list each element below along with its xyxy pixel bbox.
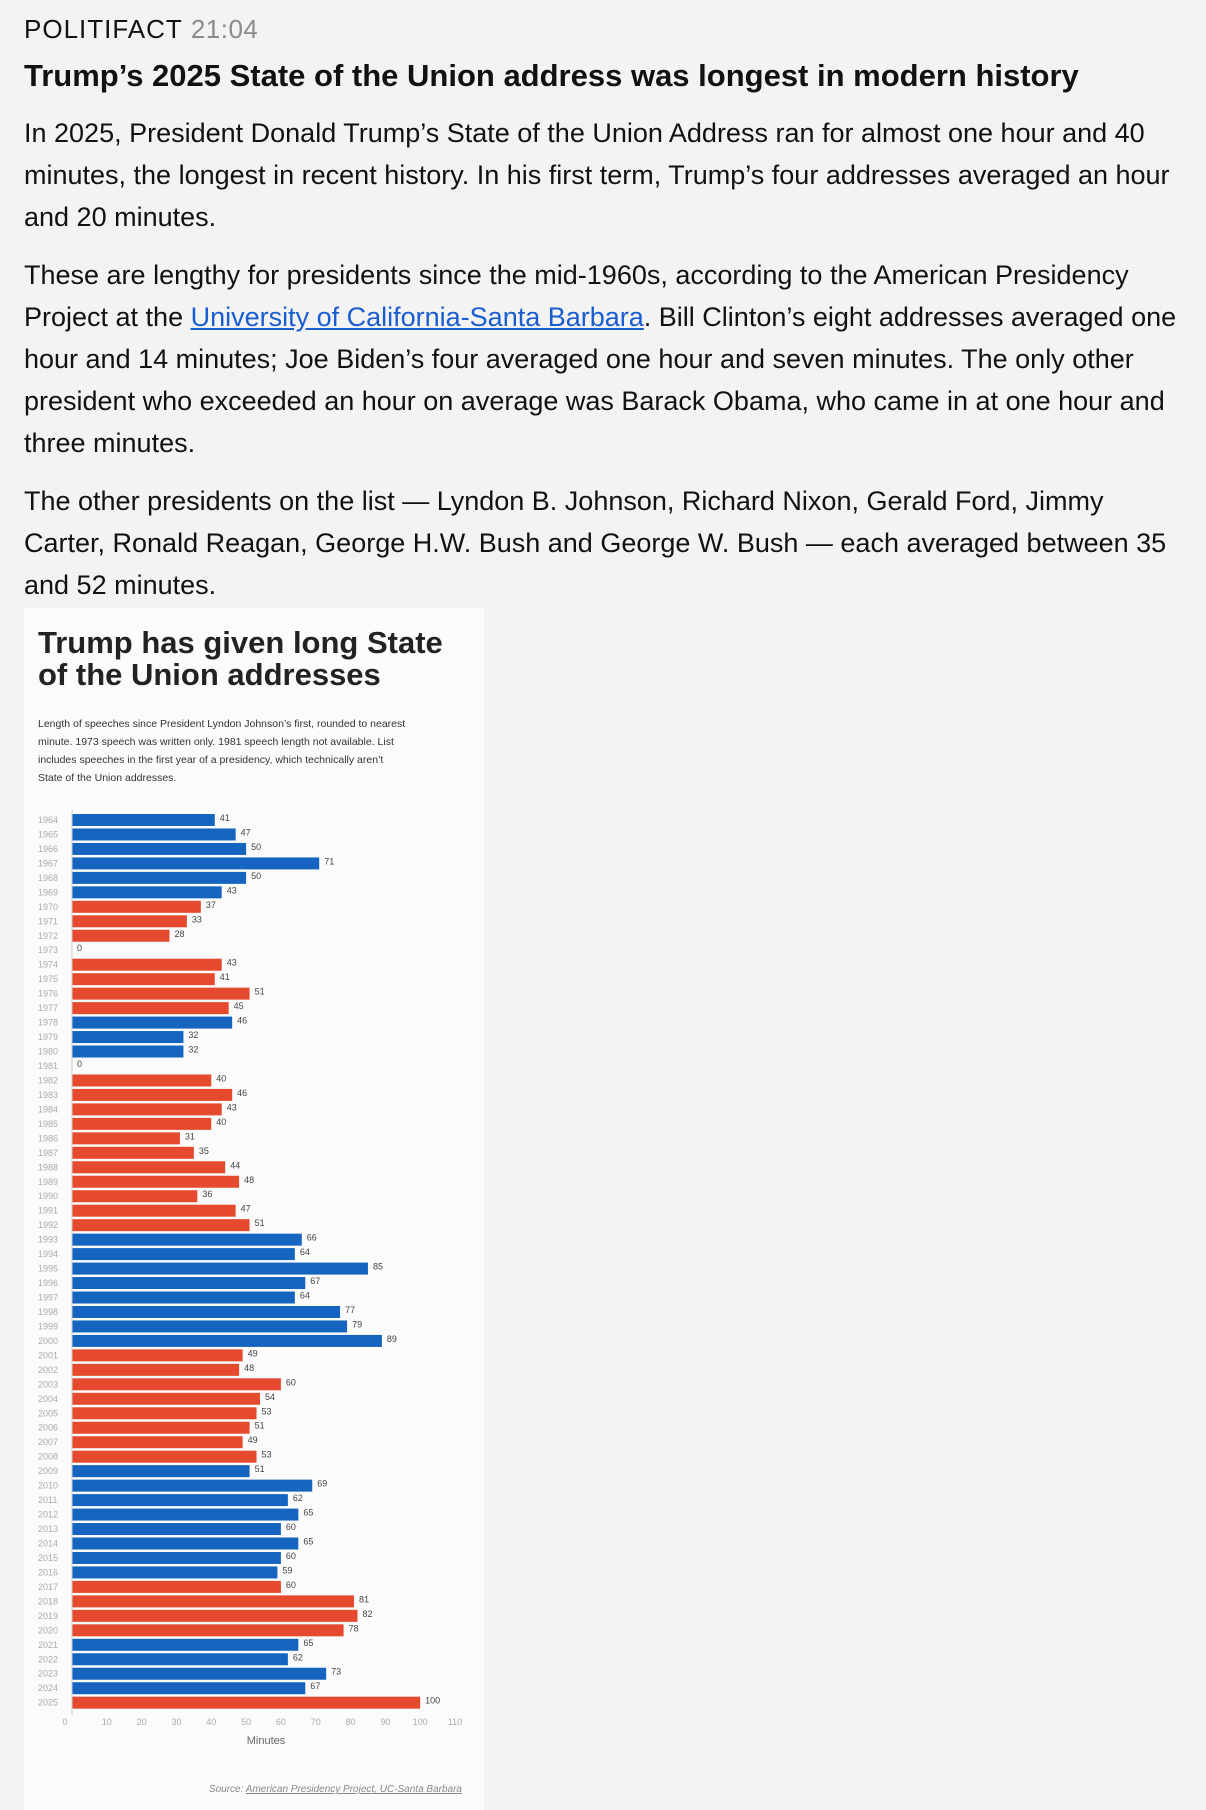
value-label-2008: 53 <box>261 1449 272 1460</box>
value-label-2018: 81 <box>359 1594 370 1605</box>
year-label-2002: 2002 <box>38 1364 59 1375</box>
publish-time: 21:04 <box>190 14 259 44</box>
x-tick-80: 80 <box>345 1717 356 1728</box>
year-label-2023: 2023 <box>38 1668 59 1679</box>
year-label-1977: 1977 <box>38 1003 59 1014</box>
value-label-1984: 43 <box>226 1102 237 1113</box>
bar-1965 <box>72 828 236 840</box>
year-label-2003: 2003 <box>38 1379 59 1390</box>
paragraph-3: The other presidents on the list — Lyndon B. Johnson, Richard Nixon, Gerald Ford, Jimmy Carter, Ronald Reagan, George H.W. Bush and George W. Bush — each averaged between 35 and 52 minutes. <box>24 485 1167 600</box>
year-label-1965: 1965 <box>38 829 59 840</box>
bar-2011 <box>72 1494 288 1506</box>
bar-2000 <box>72 1335 382 1347</box>
bar-1974 <box>72 959 222 971</box>
value-label-2025: 100 <box>425 1695 441 1706</box>
year-label-1999: 1999 <box>38 1321 59 1332</box>
value-label-1992: 51 <box>254 1218 265 1229</box>
paragraph-2-text-a: These are lengthy for presidents since the mid-1960s, according to the American Presidency Project at the <box>24 259 1129 332</box>
value-label-2000: 89 <box>386 1333 397 1344</box>
value-label-2019: 82 <box>362 1608 373 1619</box>
bar-1987 <box>72 1147 194 1159</box>
bar-1999 <box>72 1320 347 1332</box>
bar-1990 <box>72 1190 197 1202</box>
year-label-1985: 1985 <box>38 1118 59 1129</box>
year-label-1989: 1989 <box>38 1176 59 1187</box>
value-label-1987: 35 <box>198 1145 209 1156</box>
bar-2003 <box>72 1378 281 1390</box>
x-tick-100: 100 <box>412 1717 428 1728</box>
year-label-1969: 1969 <box>38 887 59 898</box>
value-label-1989: 48 <box>244 1174 255 1185</box>
value-label-1995: 85 <box>372 1261 383 1272</box>
value-label-2006: 51 <box>254 1420 265 1431</box>
bar-1986 <box>72 1132 180 1144</box>
value-label-1986: 31 <box>184 1131 195 1142</box>
value-label-1971: 33 <box>191 914 202 925</box>
article-title: Trump’s 2025 State of the Union address was longest in modern history <box>24 58 1079 93</box>
bar-1979 <box>72 1031 183 1043</box>
bar-2025 <box>72 1697 420 1709</box>
year-label-1966: 1966 <box>38 843 59 854</box>
x-tick-10: 10 <box>101 1717 112 1728</box>
value-label-2007: 49 <box>247 1435 258 1446</box>
year-label-1982: 1982 <box>38 1075 59 1086</box>
bar-2022 <box>72 1653 288 1665</box>
value-label-2022: 62 <box>292 1652 303 1663</box>
year-label-2006: 2006 <box>38 1422 59 1433</box>
year-label-1987: 1987 <box>38 1147 59 1158</box>
year-label-2017: 2017 <box>38 1581 59 1592</box>
value-label-1978: 46 <box>237 1015 248 1026</box>
bar-1991 <box>72 1205 236 1217</box>
value-label-2013: 60 <box>285 1522 296 1533</box>
value-label-2009: 51 <box>254 1464 265 1475</box>
year-label-1990: 1990 <box>38 1191 59 1202</box>
value-label-1998: 77 <box>345 1304 356 1315</box>
x-tick-40: 40 <box>206 1717 217 1728</box>
value-label-2016: 59 <box>282 1565 293 1576</box>
value-label-1968: 50 <box>251 870 262 881</box>
year-label-1984: 1984 <box>38 1104 59 1115</box>
value-label-1972: 28 <box>174 928 185 939</box>
bar-2004 <box>72 1393 260 1405</box>
value-label-1996: 67 <box>310 1276 321 1287</box>
year-label-1995: 1995 <box>38 1263 59 1274</box>
bar-1994 <box>72 1248 295 1260</box>
year-label-2020: 2020 <box>38 1625 59 1636</box>
year-label-1971: 1971 <box>38 916 59 927</box>
value-label-1991: 47 <box>240 1203 251 1214</box>
value-label-1966: 50 <box>251 841 262 852</box>
bar-1982 <box>72 1074 211 1086</box>
year-label-2022: 2022 <box>38 1654 59 1665</box>
year-label-2004: 2004 <box>38 1393 59 1404</box>
bar-2005 <box>72 1407 257 1419</box>
year-label-1998: 1998 <box>38 1306 59 1317</box>
bar-2018 <box>72 1595 354 1607</box>
x-tick-30: 30 <box>171 1717 182 1728</box>
bar-2020 <box>72 1624 344 1636</box>
x-tick-60: 60 <box>275 1717 286 1728</box>
value-label-2024: 67 <box>310 1681 321 1692</box>
x-tick-90: 90 <box>380 1717 391 1728</box>
x-tick-110: 110 <box>447 1717 463 1728</box>
x-tick-20: 20 <box>136 1717 147 1728</box>
chart-title-line-1: Trump has given long State <box>38 625 443 660</box>
value-label-1993: 66 <box>306 1232 317 1243</box>
bar-1977 <box>72 1002 229 1014</box>
chart-card <box>24 608 484 1810</box>
chart-source <box>209 1784 463 1795</box>
year-label-1992: 1992 <box>38 1220 59 1231</box>
x-tick-0: 0 <box>62 1717 68 1728</box>
value-label-2004: 54 <box>265 1391 276 1402</box>
value-label-2015: 60 <box>285 1550 296 1561</box>
source-prefix: Source: <box>208 1784 246 1795</box>
bar-2009 <box>72 1465 250 1477</box>
value-label-1982: 40 <box>216 1073 227 1084</box>
year-label-2014: 2014 <box>38 1538 59 1549</box>
year-label-1970: 1970 <box>38 901 59 912</box>
bar-1969 <box>72 886 222 898</box>
year-label-2024: 2024 <box>38 1683 59 1694</box>
bar-2014 <box>72 1538 298 1550</box>
bar-1998 <box>72 1306 340 1318</box>
bar-2024 <box>72 1682 305 1694</box>
value-label-1990: 36 <box>202 1189 213 1200</box>
bar-2012 <box>72 1509 298 1521</box>
year-label-2005: 2005 <box>38 1408 59 1419</box>
paragraph-2 <box>24 254 1182 464</box>
year-label-2019: 2019 <box>38 1610 59 1621</box>
bar-1985 <box>72 1118 211 1130</box>
year-label-2025: 2025 <box>38 1697 59 1708</box>
year-label-1968: 1968 <box>38 872 59 883</box>
value-label-1981: 0 <box>77 1058 83 1069</box>
paragraph-1: In 2025, President Donald Trump’s State of the Union Address ran for almost one hour and 40 minutes, the longest in recent history. In his first term, Trump’s four addresses averaged an hour and 20 minutes. <box>24 117 1170 232</box>
x-axis-label: Minutes <box>246 1735 286 1747</box>
year-label-1986: 1986 <box>38 1133 59 1144</box>
x-tick-50: 50 <box>241 1717 252 1728</box>
value-label-2002: 48 <box>244 1362 255 1373</box>
value-label-2020: 78 <box>348 1623 359 1634</box>
bar-2007 <box>72 1436 243 1448</box>
sotu-length-chart <box>24 608 484 1810</box>
year-label-2018: 2018 <box>38 1596 59 1607</box>
bar-1989 <box>72 1176 239 1188</box>
year-label-2013: 2013 <box>38 1524 59 1535</box>
value-label-1965: 47 <box>240 827 251 838</box>
value-label-2005: 53 <box>261 1406 272 1417</box>
x-tick-70: 70 <box>310 1717 321 1728</box>
source-link[interactable]: American Presidency Project, UC-Santa Barbara <box>245 1784 462 1795</box>
year-label-1983: 1983 <box>38 1089 59 1100</box>
bar-1971 <box>72 915 187 927</box>
bar-1968 <box>72 872 246 884</box>
year-label-1981: 1981 <box>38 1060 59 1071</box>
chart-subtitle-line-3: includes speeches in the first year of a presidency, which technically aren’t <box>38 754 384 766</box>
bar-2019 <box>72 1610 358 1622</box>
bar-1992 <box>72 1219 250 1231</box>
value-label-2012: 65 <box>303 1507 314 1518</box>
article <box>0 0 1206 606</box>
bar-2006 <box>72 1422 250 1434</box>
year-label-2015: 2015 <box>38 1552 59 1563</box>
year-label-1967: 1967 <box>38 858 59 869</box>
bar-2001 <box>72 1349 243 1361</box>
bar-1988 <box>72 1161 225 1173</box>
bar-1970 <box>72 901 201 913</box>
value-label-2003: 60 <box>285 1377 296 1388</box>
year-label-2008: 2008 <box>38 1451 59 1462</box>
bar-2017 <box>72 1581 281 1593</box>
value-label-1964: 41 <box>219 813 230 823</box>
year-label-2001: 2001 <box>38 1350 59 1361</box>
chart-subtitle-line-1: Length of speeches since President Lyndon Johnson’s first, rounded to nearest <box>38 718 406 730</box>
year-label-2016: 2016 <box>38 1567 59 1578</box>
value-label-1973: 0 <box>77 943 83 954</box>
value-label-1974: 43 <box>226 957 237 968</box>
value-label-1997: 64 <box>299 1290 310 1301</box>
year-label-1964: 1964 <box>38 815 59 825</box>
year-label-1993: 1993 <box>38 1234 59 1245</box>
year-label-1975: 1975 <box>38 974 59 985</box>
year-label-1991: 1991 <box>38 1205 59 1216</box>
paragraph-2-text-b: . Bill Clinton’s eight addresses averaged one hour and 14 minutes; Joe Biden’s four averaged one hour and seven minutes. The only other president who exceeded an hour on average was Barack Obama, who came in at one hour and three minutes. <box>24 301 1177 458</box>
value-label-1983: 46 <box>237 1087 248 1098</box>
value-label-1979: 32 <box>188 1030 199 1041</box>
value-label-1975: 41 <box>219 972 230 983</box>
year-label-1973: 1973 <box>38 945 59 956</box>
year-label-1980: 1980 <box>38 1046 59 1057</box>
value-label-1970: 37 <box>205 899 216 910</box>
chart-subtitle-line-2: minute. 1973 speech was written only. 1981 speech length not available. List <box>38 736 394 748</box>
bar-1975 <box>72 973 215 985</box>
value-label-2017: 60 <box>285 1579 296 1590</box>
bar-2002 <box>72 1364 239 1376</box>
bar-2021 <box>72 1639 298 1651</box>
year-label-1997: 1997 <box>38 1292 59 1303</box>
value-label-1999: 79 <box>352 1319 363 1330</box>
bar-series <box>38 813 440 1709</box>
chart-title-line-2: of the Union addresses <box>38 657 381 692</box>
bar-1972 <box>72 930 169 942</box>
value-label-2014: 65 <box>303 1536 314 1547</box>
bar-1993 <box>72 1234 302 1246</box>
bar-2010 <box>72 1480 312 1492</box>
value-label-2001: 49 <box>247 1348 258 1359</box>
value-label-2011: 62 <box>292 1493 303 1504</box>
bar-1964 <box>72 814 215 826</box>
bar-1976 <box>72 988 250 1000</box>
bar-1997 <box>72 1292 295 1304</box>
bar-1978 <box>72 1017 232 1029</box>
bar-1980 <box>72 1046 183 1058</box>
year-label-1979: 1979 <box>38 1032 59 1043</box>
bar-2015 <box>72 1552 281 1564</box>
value-label-1976: 51 <box>254 986 265 997</box>
year-label-2009: 2009 <box>38 1466 59 1477</box>
bar-1984 <box>72 1103 222 1115</box>
bar-1983 <box>72 1089 232 1101</box>
year-label-2007: 2007 <box>38 1437 59 1448</box>
year-label-2010: 2010 <box>38 1480 59 1491</box>
year-label-1988: 1988 <box>38 1162 59 1173</box>
year-label-2011: 2011 <box>38 1495 58 1506</box>
value-label-1967: 71 <box>324 856 335 867</box>
year-label-1978: 1978 <box>38 1017 59 1028</box>
value-label-2010: 69 <box>317 1478 328 1489</box>
publication-name[interactable]: POLITIFACT <box>24 14 183 44</box>
value-label-1977: 45 <box>233 1001 244 1012</box>
year-label-2000: 2000 <box>38 1335 59 1346</box>
ucsb-link[interactable]: University of California-Santa Barbara <box>190 301 644 332</box>
bar-2023 <box>72 1668 326 1680</box>
chart-subtitle-line-4: State of the Union addresses. <box>38 772 177 784</box>
year-label-1996: 1996 <box>38 1278 59 1289</box>
year-label-1972: 1972 <box>38 930 59 941</box>
year-label-1994: 1994 <box>38 1249 59 1260</box>
bar-1996 <box>72 1277 305 1289</box>
year-label-1974: 1974 <box>38 959 59 970</box>
value-label-1969: 43 <box>226 885 237 896</box>
bar-2008 <box>72 1451 257 1463</box>
value-label-1980: 32 <box>188 1044 199 1055</box>
year-label-2021: 2021 <box>38 1639 59 1650</box>
value-label-2021: 65 <box>303 1637 314 1648</box>
bar-1995 <box>72 1263 368 1275</box>
bar-2013 <box>72 1523 281 1535</box>
value-label-1985: 40 <box>216 1116 227 1127</box>
value-label-1994: 64 <box>299 1247 310 1258</box>
year-label-1976: 1976 <box>38 988 59 999</box>
year-label-2012: 2012 <box>38 1509 59 1520</box>
bar-1966 <box>72 843 246 855</box>
value-label-1988: 44 <box>230 1160 241 1171</box>
article-meta <box>24 0 1182 45</box>
bar-1967 <box>72 857 319 869</box>
value-label-2023: 73 <box>331 1666 342 1677</box>
bar-2016 <box>72 1566 277 1578</box>
